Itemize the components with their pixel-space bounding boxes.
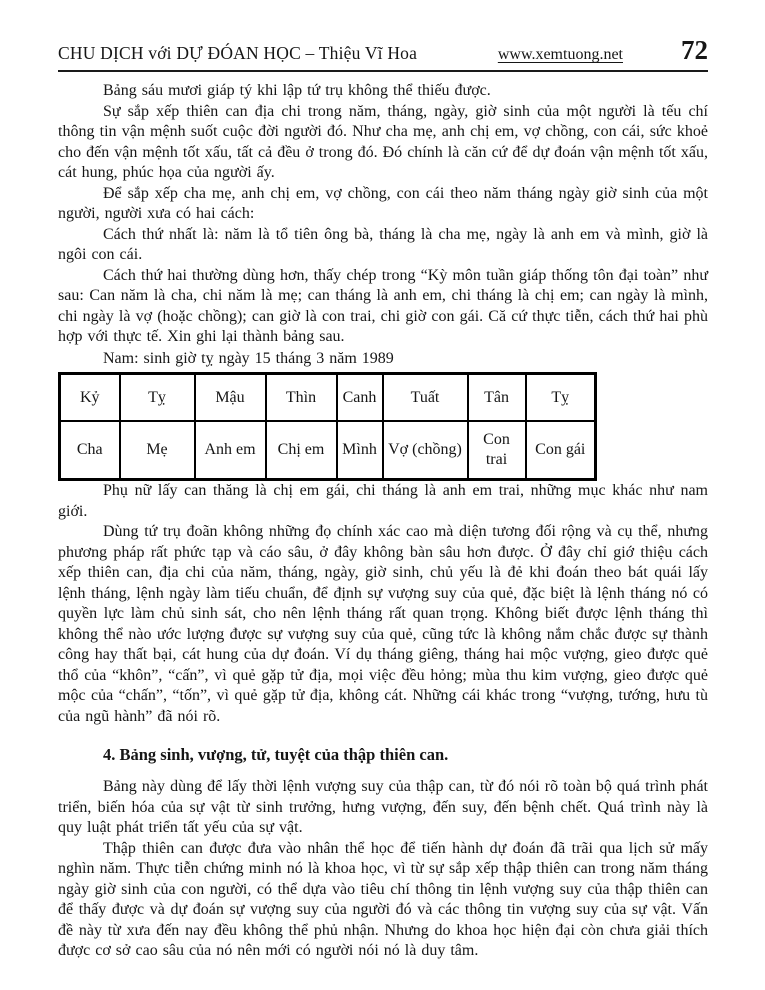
table-cell: Mẹ (120, 421, 195, 480)
table-cell: Thìn (266, 374, 337, 422)
body-paragraph: Cách thứ nhất là: năm là tổ tiên ông bà, tháng là cha mẹ, ngày là anh em và mình, giờ là ngôi con cái. (58, 225, 708, 263)
table-cell: Tuất (383, 374, 468, 422)
table-cell: Mình (337, 421, 383, 480)
table-cell: Kỷ (60, 374, 120, 422)
body-paragraph: Phụ nữ lấy can thăng là chị em gái, chi tháng là anh em trai, những mục khác như nam giới. (58, 482, 708, 520)
page-header (58, 35, 708, 72)
section-heading: 4. Bảng sinh, vượng, tử, tuyệt của thập thiên can. (103, 745, 449, 764)
website-link[interactable]: www.xemtuong.net (497, 46, 623, 63)
body-paragraph: Thập thiên can được đưa vào nhân thể học để tiến hành dự đoán đã trãi qua lịch sử mấy nghìn năm. Thực tiễn chứng minh nó là khoa học, vì từ sự sắp xếp thập thiên can trong năm tháng ngày giờ sinh của con người, có thể dựa vào tiêu chí thông tin lệnh vượng suy của thập thiên can để thấy được và dự đoán sự vượng suy của người đó và các thông tin vượng suy của sự vật. Vấn đề này từ xưa đến nay đều không thể phủ nhận. Nhưng do khoa học hiện đại còn chưa giải thích được cơ sở cao sâu của nó nên mới có người nói nó là duy tâm. (58, 839, 708, 959)
page-content (58, 81, 708, 962)
page-number: 72 (681, 35, 708, 65)
table-cell: Tỵ (526, 374, 596, 422)
book-title: CHU DỊCH với DỰ ĐÓAN HỌC – Thiệu Vĩ Hoa (58, 43, 418, 63)
table-row (60, 421, 596, 480)
relatives-table (58, 372, 597, 481)
body-paragraph: Bảng này dùng để lấy thời lệnh vượng suy của thập can, từ đó nói rõ toàn bộ quá trình phát triển, biến hóa của sự vật từ sinh trưởng, hưng vượng, đến suy, đến bệnh chết. Quá trình này là quy luật phát triển tất yếu của sự vật. (58, 778, 708, 836)
table-cell: Mậu (195, 374, 266, 422)
body-paragraph: Sự sắp xếp thiên can địa chi trong năm, tháng, ngày, giờ sinh của một người là tếu chí thông tin vận mệnh suốt cuộc đời người đó. Như cha mẹ, anh chị em, vợ chồng, con cái, sức khoẻ cho đến vận mệnh tốt xấu, tất cả đều ở trong đó. Đó chính là căn cứ để dự đoán vận mệnh tốt xấu, cát hung, phúc họa của người ấy. (58, 102, 708, 181)
table-cell: Chị em (266, 421, 337, 480)
table-cell: Con trai (468, 421, 526, 480)
body-paragraph: Để sắp xếp cha mẹ, anh chị em, vợ chồng, con cái theo năm tháng ngày giờ sinh của một người, người xưa có hai cách: (58, 184, 708, 222)
body-paragraph: Dùng tứ trụ đoãn không những đọ chính xác cao mà diện tương đối rộng và cụ thể, nhưng phương pháp rất phức tạp và cáo sâu, ở đây không bàn sâu hơn được. Ở đây chỉ giớ thiệu cách xếp thiên can, địa chi của năm, tháng, ngày, giờ sinh, chủ yếu là đẻ khi đoán theo bát quái lấy lệnh tháng, lệnh ngày làm tiếu chuẩn, để định sự vượng suy của quẻ, đặc biệt là lệnh tháng nó có quyền lực làm chủ sinh sát, cho nên lệnh tháng rất quan trọng. Không biết được lệnh tháng thì không thể nào ước lượng được sự vượng suy của quẻ, cũng tức là không nắm chắc được sự thành công hay thất bại, cát hung của dự đoán. Ví dụ tháng giêng, tháng hai mộc vượng, gieo được quẻ thổ của “khôn”, “cấn”, vì quẻ gặp tử địa, mọi việc đều hỏng; mùa thu kim vượng, gieo được quẻ mộc của “chấn”, “tốn”, vì quẻ gặp tử địa, không cát. Những cái khác trong “vượng, tướng, hưu tù của ngũ hành” đã nói rõ. (58, 523, 708, 725)
table-cell: Anh em (195, 421, 266, 480)
table-cell: Canh (337, 374, 383, 422)
body-paragraph: Cách thứ hai thường dùng hơn, thấy chép trong “Kỳ môn tuần giáp thống tôn đại toàn” như sau: Can năm là cha, chi năm là mẹ; can tháng là anh em, chi tháng là chị em; can ngày là mình, chi ngày là vợ (hoặc chồng); can giờ là con trai, chi giờ con gái. Că cứ thực tiễn, cách thứ hai phù hợp với thực tế. Xin ghi lại thành bảng sau. (58, 266, 708, 345)
table-cell: Tân (468, 374, 526, 422)
table-cell: Con gái (526, 421, 596, 480)
table-row (60, 374, 596, 422)
body-paragraph: Bảng sáu mươi giáp tý khi lập tứ trụ không thể thiếu được. (103, 82, 491, 99)
table-cell: Tỵ (120, 374, 195, 422)
table-cell: Vợ (chồng) (383, 421, 468, 480)
table-cell: Cha (60, 421, 120, 480)
table-caption: Nam: sinh giờ tỵ ngày 15 tháng 3 năm 1989 (103, 349, 394, 367)
